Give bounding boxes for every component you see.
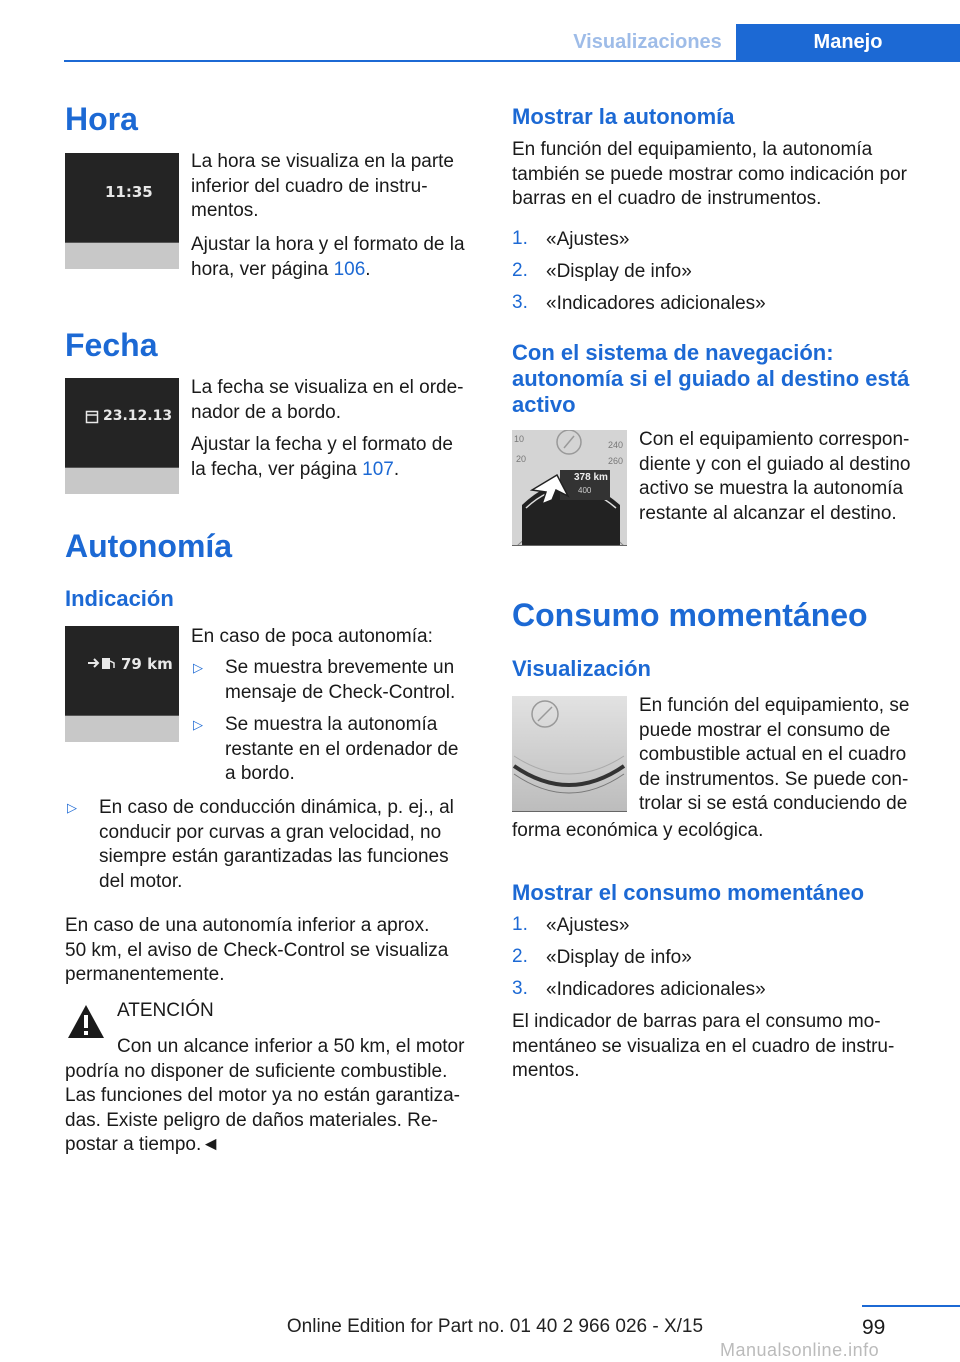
clock-display-text: 11:35 — [105, 183, 153, 201]
heading-navegacion: Con el sistema de navegación: autonomía si el guiado al destino está activo — [512, 340, 910, 417]
date-display-text: 23.12.13 — [103, 408, 173, 424]
image-range-gauge — [512, 430, 627, 546]
hora-paragraph-2: Ajustar la hora y el formato de la hora, ver página 106. — [191, 234, 465, 280]
warning-title: ATENCIÓN — [117, 1000, 214, 1021]
heading-hora: Hora — [65, 101, 138, 137]
gauge-tick: 10 — [514, 434, 525, 444]
autonomia-bullet-1: Se muestra brevemente un mensaje de Check-Control. — [225, 657, 456, 703]
footer-edition: Online Edition for Part no. 01 40 2 966 026 - X/15 — [286, 1316, 704, 1337]
gauge-tick: 240 — [608, 440, 624, 450]
heading-mostrar-autonomia: Mostrar la autonomía — [512, 104, 735, 129]
image-range-display — [65, 626, 179, 742]
page-number: 99 — [862, 1316, 886, 1339]
gauge-tick: 260 — [608, 456, 624, 466]
mostrar-consumo-paragraph: El indicador de barras para el consumo mo- mentáneo se visualiza en el cuadro de instru- mentos. — [512, 1011, 895, 1081]
step-number: 3. — [512, 292, 528, 313]
heading-autonomia: Autonomía — [65, 528, 233, 564]
bullet-arrow-icon: ▷ — [193, 660, 203, 675]
consumo-paragraph-end: forma económica y ecológica. — [512, 820, 764, 841]
link-page-107[interactable]: 107 — [362, 458, 394, 480]
bullet-arrow-icon: ▷ — [67, 800, 77, 815]
step-display-info: «Display de info» — [546, 261, 692, 282]
step-indicadores: «Indicadores adicionales» — [546, 293, 766, 314]
fuel-arrow-icon — [87, 656, 117, 670]
image-consumption-gauge — [512, 696, 627, 812]
step-number: 1. — [512, 228, 528, 249]
step-number: 2. — [512, 946, 528, 967]
step-ajustes: «Ajustes» — [546, 915, 630, 936]
calendar-icon — [85, 409, 99, 424]
gauge-tick: 20 — [516, 454, 527, 464]
fecha-paragraph-2: Ajustar la fecha y el formato de la fecha, ver página 107. — [191, 434, 453, 480]
navegacion-paragraph: Con el equipamiento correspon- diente y con el guiado al destino activo se muestra la autonomía restante al alcanzar el destino. — [639, 429, 911, 524]
autonomia-intro: En caso de poca autonomía: — [191, 626, 433, 647]
image-date-display — [65, 378, 179, 494]
step-ajustes: «Ajustes» — [546, 229, 630, 250]
range-display-text: 79 km — [121, 655, 173, 673]
link-page-106[interactable]: 106 — [333, 258, 366, 280]
image-clock-display — [65, 153, 179, 269]
autonomia-bullet-2: Se muestra la autonomía restante en el ordenador de a bordo. — [225, 714, 459, 784]
watermark: Manualsonline.info — [720, 1340, 880, 1360]
heading-mostrar-consumo: Mostrar el consumo momentáneo — [512, 880, 865, 905]
fecha-paragraph-1: La fecha se visualiza en el orde- nador de a bordo. — [191, 377, 464, 423]
autonomia-bullet-3: En caso de conducción dinámica, p. ej., al conducir por curvas a gran velocidad, no siempre están garantizadas las funciones del motor. — [99, 797, 454, 892]
gauge-scale: 400 — [578, 486, 592, 495]
step-display-info: «Display de info» — [546, 947, 692, 968]
hora-paragraph-1: La hora se visualiza en la parte inferior del cuadro de instru- mentos. — [191, 151, 454, 221]
consumo-paragraph: En función del equipamiento, se puede mostrar el consumo de combustible actual en el cuadro de instrumentos. Se puede con- trolar si se está conduciendo de — [639, 695, 910, 814]
warning-text: Con un alcance inferior a 50 km, el motor podría no disponer de suficiente combustible. Las funciones del motor ya no están garantiza- das. Existe peligro de daños materiales. Re- postar a tiempo.◄ — [65, 1036, 465, 1155]
bullet-arrow-icon: ▷ — [193, 717, 203, 732]
heading-consumo: Consumo momentáneo — [512, 597, 868, 633]
header-tab-chapter[interactable]: Manejo — [736, 24, 960, 61]
header-tab-section[interactable]: Visualizaciones — [573, 30, 722, 53]
subheading-indicacion: Indicación — [65, 586, 174, 611]
autonomia-paragraph: En caso de una autonomía inferior a aprox. 50 km, el aviso de Check-Control se visualiza permanentemente. — [65, 915, 449, 985]
gauge-range-value: 378 km — [574, 472, 608, 483]
heading-fecha: Fecha — [65, 327, 158, 363]
page-number-rule — [862, 1305, 960, 1307]
step-number: 2. — [512, 260, 528, 281]
step-indicadores: «Indicadores adicionales» — [546, 979, 766, 1000]
header-rule — [64, 60, 960, 62]
mostrar-autonomia-paragraph: En función del equipamiento, la autonomía también se puede mostrar como indicación por barras en el cuadro de instrumentos. — [512, 139, 907, 209]
step-number: 1. — [512, 914, 528, 935]
subheading-visualizacion: Visualización — [512, 656, 651, 681]
step-number: 3. — [512, 978, 528, 999]
